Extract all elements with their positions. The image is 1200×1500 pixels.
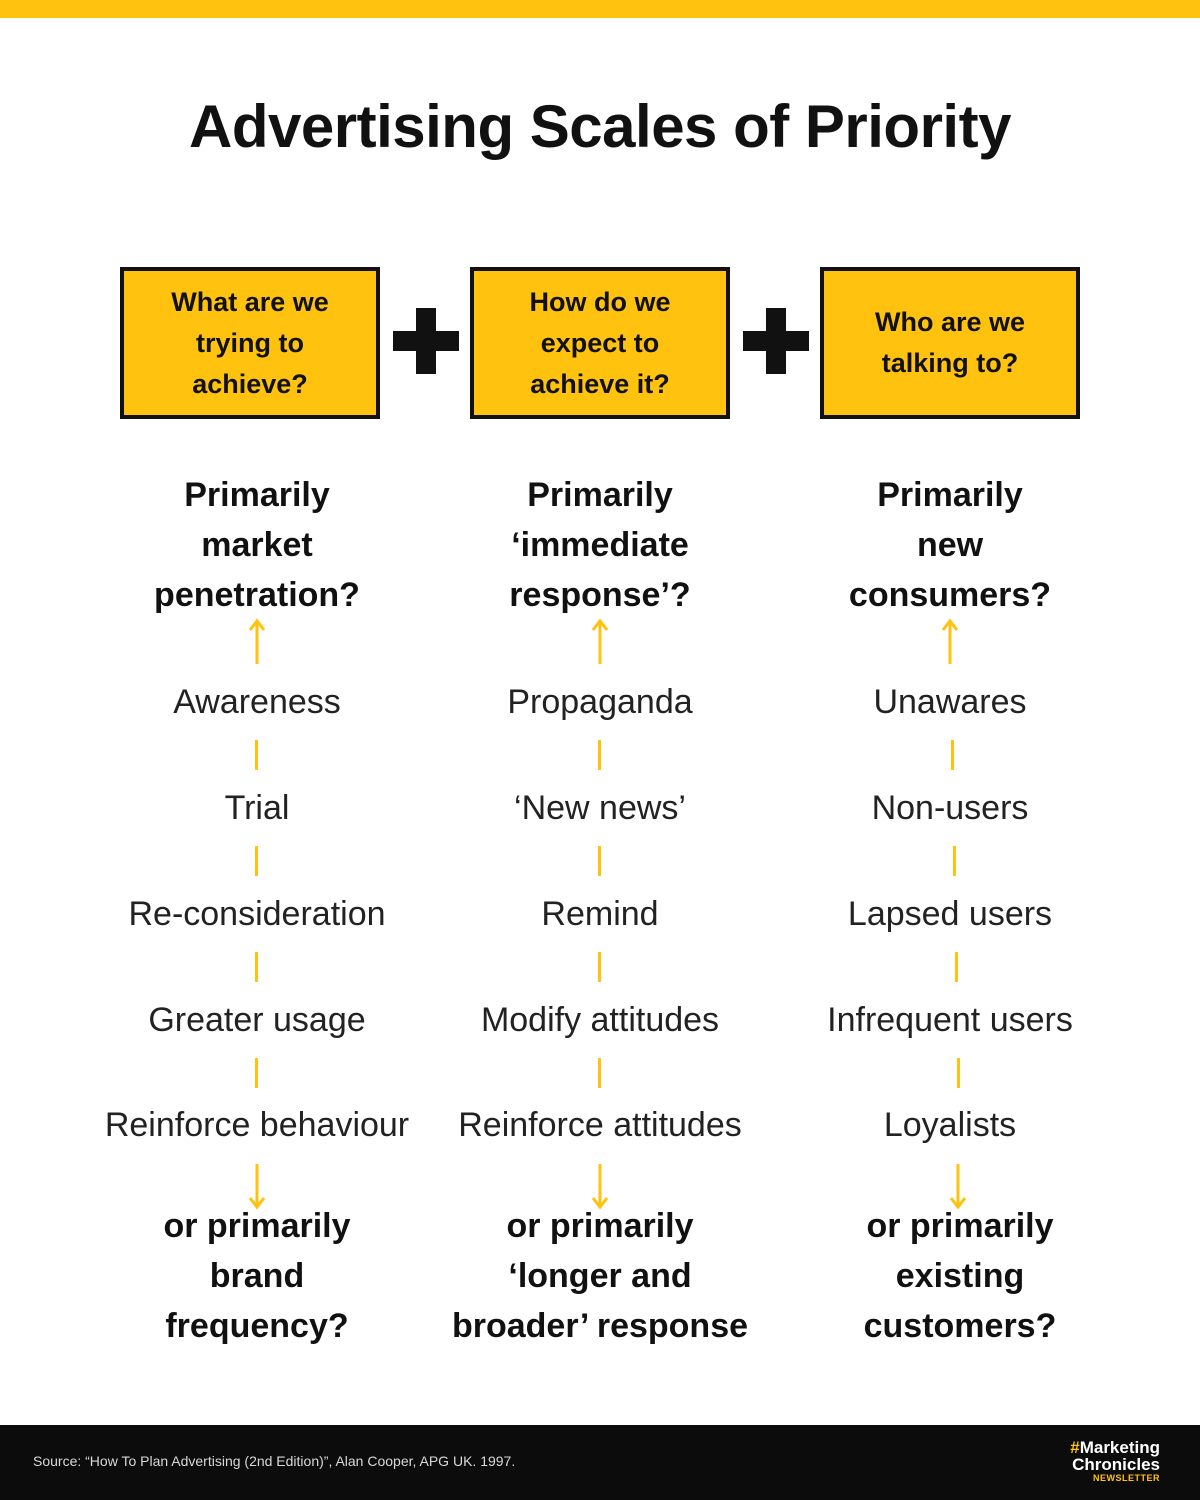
bottom-question-line: customers?	[863, 1307, 1057, 1345]
source-citation: Source: “How To Plan Advertising (2nd Edition)”, Alan Cooper, APG UK. 1997.	[33, 1453, 516, 1469]
top-question-line: Primarily	[184, 476, 330, 514]
scale-connector	[598, 952, 601, 982]
scale-connector	[951, 740, 954, 770]
bottom-question	[780, 1201, 1140, 1351]
page-title: Advertising Scales of Priority	[189, 93, 1011, 160]
top-question-line: ‘immediate	[511, 526, 689, 564]
header-box-audience	[820, 267, 1080, 419]
plus-icon	[743, 308, 809, 374]
brand-logo	[1070, 1439, 1160, 1483]
brand-line-1: #Marketing	[1070, 1438, 1160, 1457]
bottom-question-line: or primarily	[163, 1207, 351, 1245]
top-question	[77, 470, 437, 620]
bottom-question-line: brand	[209, 1257, 305, 1295]
header-box-method	[470, 267, 730, 419]
bottom-question-line: frequency?	[165, 1307, 349, 1345]
top-question-line: consumers?	[848, 576, 1052, 614]
scale-connector	[255, 740, 258, 770]
scale-column-method	[420, 470, 780, 1370]
bottom-question-line: or primarily	[866, 1207, 1054, 1245]
bottom-question-line: existing	[895, 1257, 1025, 1295]
arrow-up-icon	[940, 618, 960, 666]
top-question	[770, 470, 1130, 620]
arrow-up-icon	[247, 618, 267, 666]
scale-item: Reinforce behaviour	[104, 1106, 410, 1144]
scale-connector	[598, 846, 601, 876]
scale-item: Awareness	[173, 683, 341, 721]
scale-item: Unawares	[873, 683, 1027, 721]
scale-item: Loyalists	[883, 1106, 1017, 1144]
scale-item: Reinforce attitudes	[458, 1106, 742, 1144]
bottom-question	[77, 1201, 437, 1351]
scale-item: Propaganda	[507, 683, 693, 721]
scale-item: Modify attitudes	[480, 1001, 720, 1039]
bottom-question-line: ‘longer and	[508, 1257, 692, 1295]
header-goal-text: What are we trying to achieve?	[171, 286, 329, 399]
scale-item: Infrequent users	[827, 1001, 1073, 1039]
scale-item: Non-users	[871, 789, 1029, 827]
top-question-line: Primarily	[527, 476, 673, 514]
scale-connector	[255, 952, 258, 982]
header-audience-text: Who are we talking to?	[874, 307, 1026, 378]
plus-icon	[393, 308, 459, 374]
brand-line-2: Chronicles	[1072, 1455, 1160, 1474]
footer	[0, 1425, 1200, 1500]
scale-connector	[255, 1058, 258, 1088]
scale-item: Remind	[541, 895, 659, 933]
scale-connector	[598, 1058, 601, 1088]
header-method-text: How do we expect to achieve it?	[529, 286, 671, 399]
scale-connector	[255, 846, 258, 876]
scale-item: Re-consideration	[128, 895, 386, 933]
top-question-line: response’?	[509, 576, 691, 614]
top-question-line: Primarily	[877, 476, 1023, 514]
arrow-up-icon	[590, 618, 610, 666]
scale-item: Lapsed users	[847, 895, 1053, 933]
scale-column-goal	[77, 470, 437, 1370]
top-question-line: new	[916, 526, 984, 564]
top-question-line: penetration?	[154, 576, 360, 614]
scale-item: ‘New news’	[514, 789, 686, 827]
scale-connector	[955, 952, 958, 982]
header-box-goal	[120, 267, 380, 419]
top-question	[420, 470, 780, 620]
top-accent-bar	[0, 0, 1200, 18]
scale-connector	[957, 1058, 960, 1088]
bottom-question-line: broader’ response	[451, 1307, 749, 1345]
scale-item: Trial	[224, 789, 290, 827]
scale-item: Greater usage	[148, 1001, 366, 1039]
bottom-question-line: or primarily	[506, 1207, 694, 1245]
top-question-line: market	[201, 526, 313, 564]
scale-column-audience	[770, 470, 1130, 1370]
brand-line-3: NEWSLETTER	[1093, 1473, 1160, 1483]
scale-connector	[953, 846, 956, 876]
bottom-question	[420, 1201, 780, 1351]
scale-connector	[598, 740, 601, 770]
